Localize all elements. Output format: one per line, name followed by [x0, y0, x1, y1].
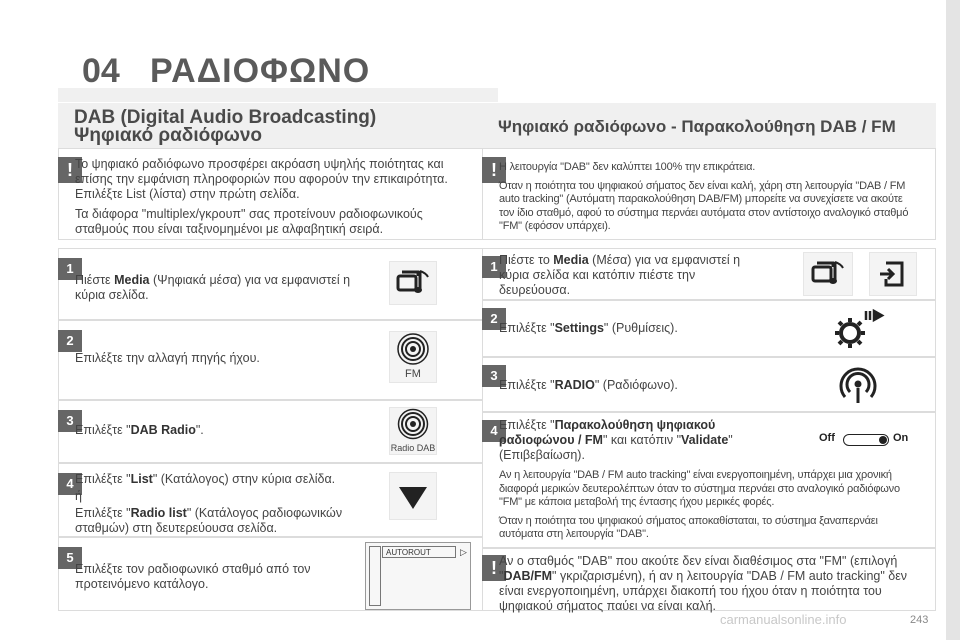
right-intro-box	[482, 148, 936, 240]
secondary-page-icon	[870, 253, 916, 295]
chapter-number: 04	[82, 52, 120, 90]
settings-gear-icon	[828, 307, 888, 353]
media-button[interactable]	[389, 261, 437, 305]
left-title-line2: Ψηφιακό ραδιόφωνο	[74, 125, 263, 146]
step-number: 2	[58, 330, 82, 352]
right-intro-p1: Η λειτουργία "DAB" δεν καλύπτει 100% την επικράτεια.	[499, 161, 756, 173]
warning-text: Αν ο σταθμός "DAB" που ακούτε δεν είναι διαθέσιμος στα "FM" (επιλογή "DAB/FM" γκριζαρισμένη), ή αν η λειτουργία "DAB / FM auto tracking" δεν είναι ενεργοποιημένη, υπάρχει διακοπή του ήχου όταν η ποιότητα του ψηφιακού σήματος παύει να είναι καλή.	[499, 554, 908, 613]
step4-note1: Αν η λειτουργία "DAB / FM auto tracking" είναι ενεργοποιημένη, υπάρχει μια χρονική διαφορά μερικών δευτερολέπτων όταν το σύστημα περνάει στο αναλογικό ραδιόφωνο "FM" με κάποια μεταβολή της έντασης ήχου μερικές φορές.	[499, 469, 900, 508]
step-text: Επιλέξτε τον ραδιοφωνικό σταθμό από τον προτεινόμενο κατάλογο.	[75, 562, 311, 591]
fm-label: FM	[405, 368, 421, 380]
right-step-3	[482, 357, 936, 412]
page-edge-strip	[946, 0, 960, 640]
station-list-screen	[365, 542, 471, 610]
left-step-1	[58, 248, 490, 320]
step-number: 1	[482, 256, 506, 278]
radio-dab-label: Radio DAB	[390, 443, 436, 453]
right-title: Ψηφιακό ραδιόφωνο - Παρακολούθηση DAB / FM	[498, 117, 896, 136]
step-number: 1	[58, 258, 82, 280]
step-number: 2	[482, 308, 506, 330]
step-text: Επιλέξτε "RADIO" (Ραδιόφωνο).	[499, 378, 678, 392]
toggle-on-label: On	[893, 432, 909, 444]
warning-icon: !	[482, 555, 506, 581]
radio-button[interactable]	[835, 363, 881, 409]
step-number: 3	[58, 410, 82, 432]
step4-note2: Όταν η ποιότητα του ψηφιακού σήματος αποκαθίσταται, το σύστημα ξαναπερνάει αυτόματα στη λειτουργία "DAB".	[499, 514, 878, 540]
radio-waves-icon	[390, 332, 436, 368]
source-fm-button[interactable]	[389, 331, 437, 383]
step-text: Πιέστε το Media (Μέσα) για να εμφανιστεί η κύρια σελίδα και κατόπιν πιέστε την δευρεύουσα.	[499, 253, 741, 297]
left-intro-p1: Το ψηφιακό ραδιόφωνο προσφέρει ακρόαση υψηλής ποιότητας και επίσης την εμφάνιση πληροφοριών που αφορούν την επικαιρότητα. Επιλέξτε List (λίστα) στην πρώτη σελίδα.	[75, 157, 448, 201]
step-text: Επιλέξτε την αλλαγή πηγής ήχου.	[75, 351, 260, 365]
left-step-4	[58, 463, 490, 537]
left-section-title	[58, 103, 490, 148]
step-text: Επιλέξτε "Settings" (Ρυθμίσεις).	[499, 321, 678, 335]
left-step-2	[58, 320, 490, 400]
step-number: 5	[58, 547, 82, 569]
step-number: 4	[482, 420, 506, 442]
media-icon	[390, 262, 436, 304]
step-text: Επιλέξτε "Παρακολούθηση ψηφιακού ραδιοφώνου / FM" και κατόπιν "Validate" (Επιβεβαίωση).	[499, 418, 733, 462]
toggle-off-label: Off	[819, 432, 835, 444]
right-step-4	[482, 412, 936, 548]
scroll-down-button[interactable]	[389, 472, 437, 520]
warning-icon: !	[482, 157, 506, 183]
watermark: carmanualsonline.info	[720, 612, 847, 627]
triangle-down-icon	[390, 473, 436, 519]
settings-button[interactable]	[828, 307, 888, 353]
warning-icon: !	[58, 157, 82, 183]
page-number: 243	[910, 614, 929, 626]
step-text: Πιέστε Media (Ψηφιακά μέσα) για να εμφανιστεί η κύρια σελίδα.	[75, 273, 351, 302]
chapter-title: ΡΑΔΙΟΦΩΝΟ	[150, 52, 371, 90]
media-icon	[804, 253, 852, 295]
list-scrollbar[interactable]	[369, 546, 381, 606]
secondary-page-button[interactable]	[869, 252, 917, 296]
toggle-track	[843, 434, 889, 446]
triangle-right-icon: ▷	[460, 547, 467, 557]
step-number: 4	[58, 473, 82, 495]
radio-waves-icon	[390, 408, 436, 442]
left-step-5	[58, 537, 490, 611]
step-text: Επιλέξτε "List" (Κατάλογος) στην κύρια σελίδα. ή Επιλέξτε "Radio list" (Κατάλογος ραδιοφωνικών σταθμών) στη δευτερεύουσα σελίδα.	[75, 472, 343, 535]
right-step-1	[482, 248, 936, 300]
toggle-knob	[879, 436, 887, 444]
right-section-title	[482, 103, 936, 148]
right-warning-box	[482, 548, 936, 611]
dab-radio-button[interactable]	[389, 407, 437, 455]
left-step-3	[58, 400, 490, 463]
right-step-2	[482, 300, 936, 357]
left-intro-p2: Τα διάφορα "multiplex/γκρουπ" σας προτείνουν ραδιοφωνικούς σταθμούς που είναι ταξινομημένοι με αλφαβητική σειρά.	[75, 207, 423, 236]
dab-fm-toggle[interactable]	[819, 431, 915, 449]
step-number: 3	[482, 365, 506, 387]
media-button[interactable]	[803, 252, 853, 296]
right-intro-p2: Όταν η ποιότητα του ψηφιακού σήματος δεν είναι καλή, χάρη στη λειτουργία "DAB / FM auto tracking" (Αυτόματη παρακολούθηση DAB/FM) μπορείτε να συνεχίσετε να ακούτε τον ίδιο σταθμό, αφού το σύστημα περνάει αυτόματα στον αντίστοιχο αναλογικό σταθμό "FM" (εφόσον υπάρχει).	[499, 179, 909, 232]
step-text: Επιλέξτε "DAB Radio".	[75, 423, 204, 437]
left-intro-box	[58, 148, 490, 240]
radio-icon	[835, 363, 881, 409]
left-title-line1: DAB (Digital Audio Broadcasting)	[74, 107, 377, 128]
station-item[interactable]: AUTOROUT	[382, 546, 456, 558]
